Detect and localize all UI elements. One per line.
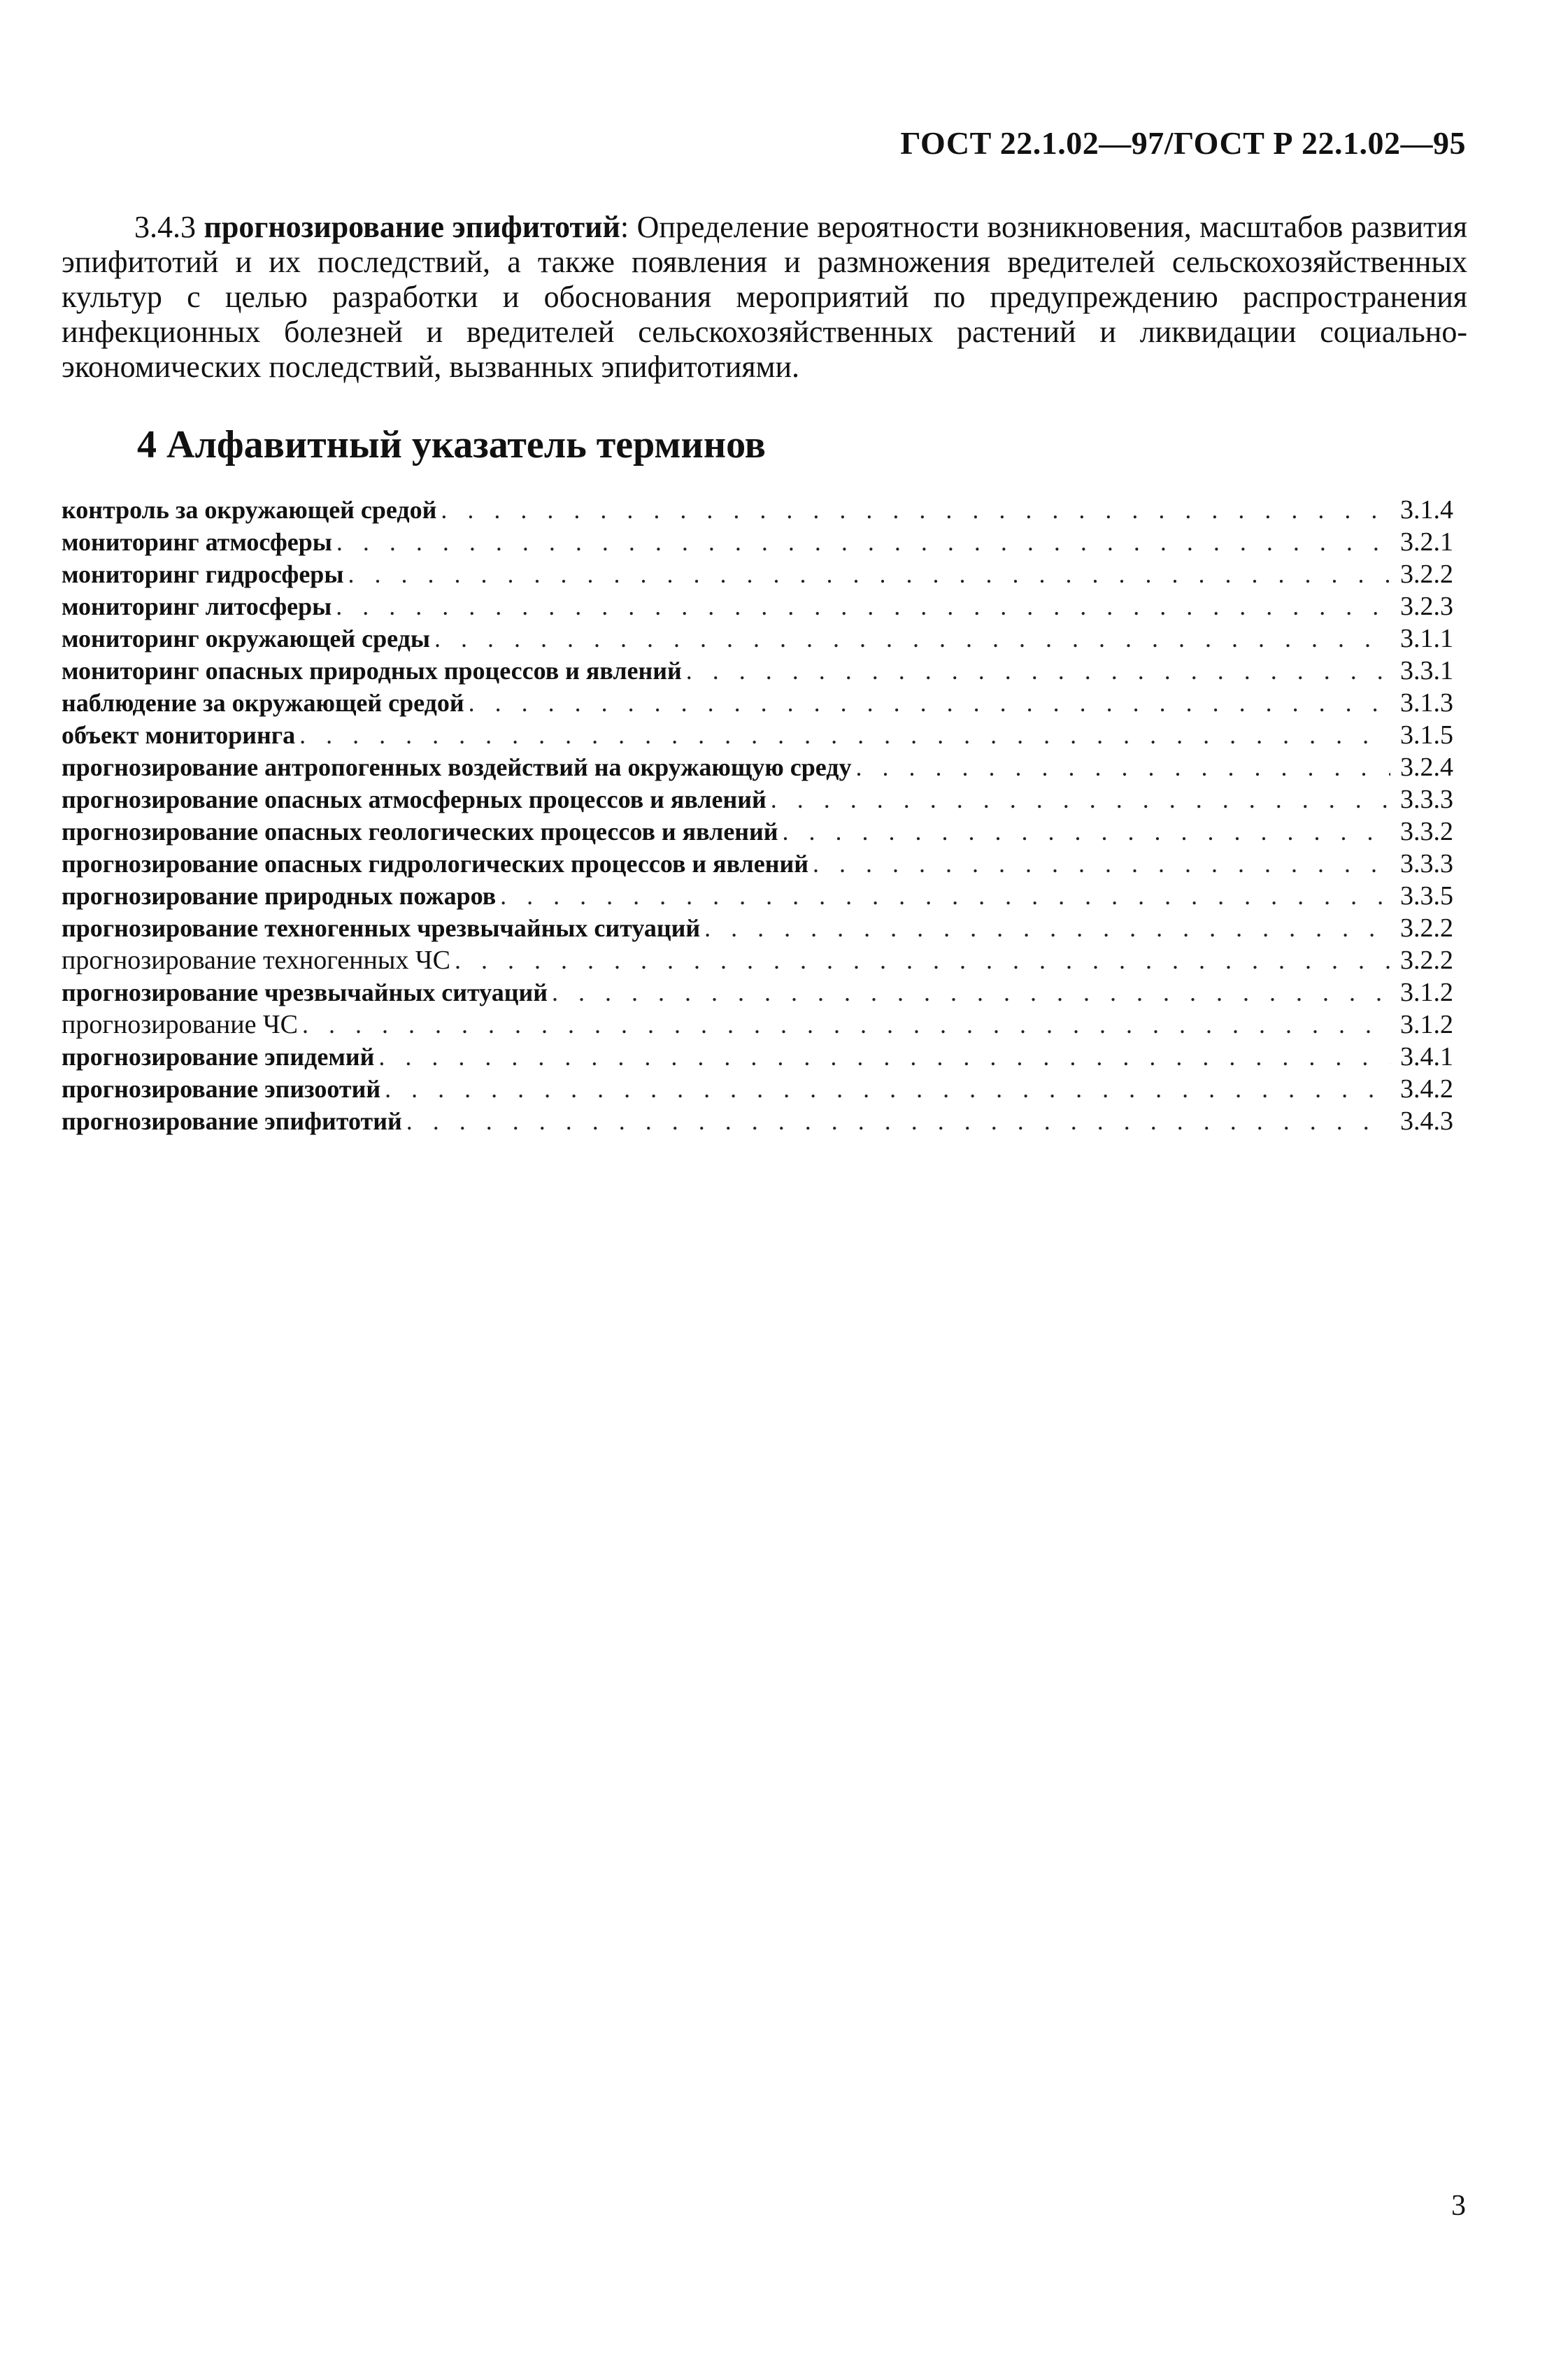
- index-ref: 3.1.5: [1400, 720, 1453, 750]
- index-entry: [62, 944, 1453, 976]
- index-entry: [62, 848, 1453, 880]
- page-number: 3: [1451, 2190, 1466, 2222]
- index-entry: [62, 1073, 1453, 1105]
- index-ref: 3.2.2: [1400, 946, 1453, 975]
- leader-dots: [552, 976, 1390, 1009]
- index-ref: 3.3.2: [1400, 817, 1453, 846]
- clause-definition: : Определение вероятности возникновения, масштабов развития эпифитотий и их последствий, а также появления и размножения вредителей сельскохозяйственных культур с целью разработки и обоснования мероприятий по предупреждению распространения инфекционных болезней и вредителей сельскохозяйственных растений и ликвидации социально-экономических последствий, вызванных эпифитотиями.: [62, 210, 1468, 384]
- index-term: контроль за окружающей средой: [62, 496, 437, 524]
- index-term: прогнозирование антропогенных воздействий на окружающую среду: [62, 753, 852, 781]
- index-term: мониторинг атмосферы: [62, 528, 332, 556]
- leader-dots: [348, 558, 1390, 590]
- index-entry: [62, 687, 1453, 719]
- index-term: прогнозирование опасных атмосферных процессов и явлений: [62, 785, 767, 813]
- section-title: 4 Алфавитный указатель терминов: [137, 423, 766, 466]
- index-term: прогнозирование ЧС: [62, 1010, 298, 1039]
- leader-dots: [500, 880, 1390, 912]
- term-index: [62, 494, 1453, 1137]
- leader-dots: [434, 622, 1390, 655]
- leader-dots: [771, 783, 1390, 815]
- leader-dots: [855, 751, 1390, 783]
- index-entry: [62, 815, 1453, 848]
- index-term: прогнозирование опасных геологических процессов и явлений: [62, 818, 778, 846]
- index-term: прогнозирование чрезвычайных ситуаций: [62, 978, 548, 1006]
- index-entry: [62, 1041, 1453, 1073]
- leader-dots: [783, 815, 1390, 848]
- leader-dots: [302, 1009, 1390, 1041]
- index-entry: [62, 751, 1453, 783]
- index-term: прогнозирование эпизоотий: [62, 1075, 381, 1103]
- leader-dots: [813, 848, 1390, 880]
- index-term: мониторинг опасных природных процессов и явлений: [62, 657, 682, 685]
- index-ref: 3.2.2: [1400, 560, 1453, 589]
- index-term: мониторинг гидросферы: [62, 560, 344, 588]
- index-ref: 3.1.1: [1400, 624, 1453, 653]
- clause-term: прогнозирование эпифитотий: [204, 210, 620, 244]
- leader-dots: [378, 1041, 1390, 1073]
- index-entry: [62, 655, 1453, 687]
- index-ref: 3.2.2: [1400, 913, 1453, 943]
- leader-dots: [704, 912, 1390, 944]
- index-ref: 3.3.5: [1400, 881, 1453, 911]
- index-ref: 3.3.3: [1400, 849, 1453, 878]
- leader-dots: [336, 590, 1390, 622]
- index-ref: 3.1.3: [1400, 688, 1453, 718]
- index-term: прогнозирование опасных гидрологических процессов и явлений: [62, 850, 808, 878]
- index-ref: 3.4.1: [1400, 1042, 1453, 1071]
- index-entry: [62, 880, 1453, 912]
- index-ref: 3.3.3: [1400, 785, 1453, 814]
- index-ref: 3.2.4: [1400, 753, 1453, 782]
- index-entry: [62, 622, 1453, 655]
- document-header: ГОСТ 22.1.02—97/ГОСТ Р 22.1.02—95: [900, 125, 1466, 161]
- index-ref: 3.1.2: [1400, 1010, 1453, 1039]
- index-term: мониторинг литосферы: [62, 592, 332, 620]
- index-term: прогнозирование эпифитотий: [62, 1107, 402, 1135]
- index-entry: [62, 783, 1453, 815]
- leader-dots: [299, 719, 1390, 751]
- leader-dots: [469, 687, 1390, 719]
- index-entry: [62, 526, 1453, 558]
- index-entry: [62, 912, 1453, 944]
- index-term: прогнозирование техногенных ЧС: [62, 946, 450, 975]
- index-term: прогнозирование природных пожаров: [62, 882, 497, 910]
- leader-dots: [336, 526, 1390, 558]
- clause-number: 3.4.3: [134, 210, 196, 244]
- index-entry: [62, 590, 1453, 622]
- index-ref: 3.1.4: [1400, 495, 1453, 525]
- index-entry: [62, 976, 1453, 1009]
- index-entry: [62, 1009, 1453, 1041]
- index-entry: [62, 719, 1453, 751]
- index-ref: 3.3.1: [1400, 656, 1453, 685]
- leader-dots: [406, 1105, 1390, 1137]
- index-ref: 3.2.1: [1400, 527, 1453, 557]
- leader-dots: [385, 1073, 1390, 1105]
- index-ref: 3.1.2: [1400, 978, 1453, 1007]
- index-ref: 3.4.2: [1400, 1074, 1453, 1104]
- index-term: прогнозирование техногенных чрезвычайных ситуаций: [62, 914, 701, 942]
- leader-dots: [455, 944, 1390, 976]
- index-entry: [62, 1105, 1453, 1137]
- index-entry: [62, 494, 1453, 526]
- index-term: мониторинг окружающей среды: [62, 625, 430, 653]
- clause-3-4-3: [62, 210, 1467, 385]
- index-ref: 3.4.3: [1400, 1106, 1453, 1136]
- leader-dots: [441, 494, 1390, 526]
- leader-dots: [686, 655, 1390, 687]
- index-term: объект мониторинга: [62, 721, 296, 749]
- index-term: наблюдение за окружающей средой: [62, 689, 464, 717]
- index-entry: [62, 558, 1453, 590]
- index-term: прогнозирование эпидемий: [62, 1043, 375, 1071]
- index-ref: 3.2.3: [1400, 592, 1453, 621]
